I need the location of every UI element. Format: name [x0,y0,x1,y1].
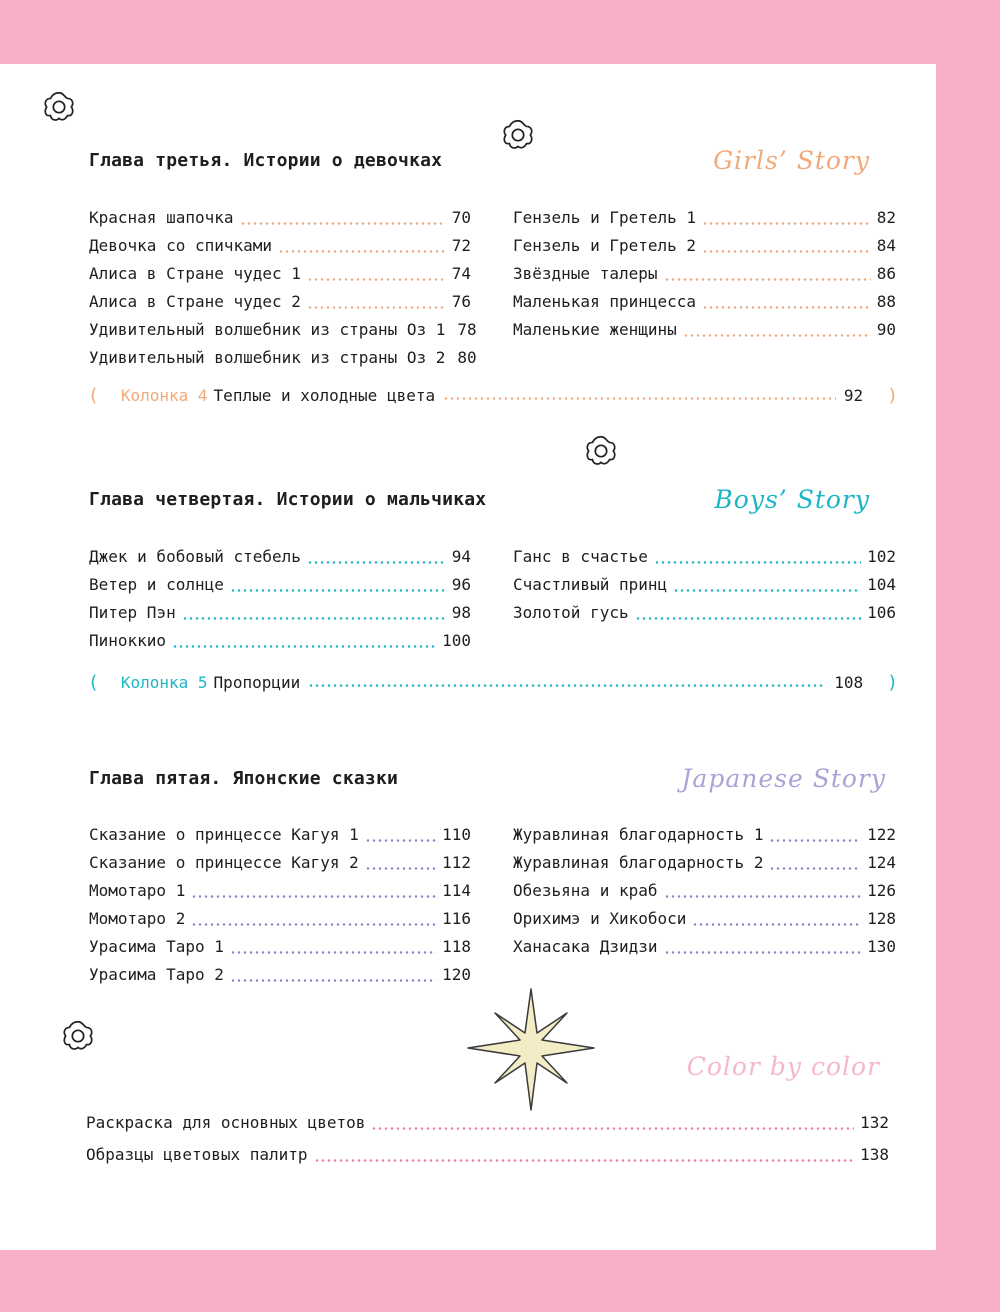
page-number: 118 [442,937,471,956]
dot-leader [683,334,871,337]
toc-entry[interactable] [513,292,896,316]
dot-leader [191,895,436,898]
paren-close: ) [887,672,898,693]
dot-leader [307,278,446,281]
dot-leader [365,867,436,870]
entry-title: Питер Пэн [89,603,176,622]
toc-entry[interactable] [513,547,896,571]
dot-leader [769,867,861,870]
toc-entry[interactable] [89,631,471,655]
entry-title: Гензель и Гретель 2 [513,236,697,255]
dot-leader [308,684,826,687]
dot-leader [673,589,861,592]
dot-leader [443,397,836,400]
dot-leader [230,589,446,592]
toc-entry[interactable] [89,292,471,316]
dot-leader [230,951,436,954]
toc-entry[interactable] [513,603,896,627]
toc-entry[interactable] [89,547,471,571]
entry-title: Журавлиная благодарность 1 [513,825,764,844]
page-number: 132 [860,1113,889,1132]
column-title: Пропорции [213,673,301,692]
dot-leader [240,222,446,225]
page-number: 108 [834,673,864,692]
page-number: 130 [867,937,896,956]
entry-title: Момотаро 2 [89,909,186,928]
page-number: 70 [451,208,471,227]
toc-entry[interactable] [89,825,471,849]
toc-entry[interactable] [513,825,896,849]
toc-entry[interactable] [86,1145,889,1169]
page-number: 110 [442,825,471,844]
page-number: 76 [451,292,471,311]
entry-title: Удивительный волшебник из страны Оз 2 [89,348,446,367]
toc-entry[interactable] [513,236,896,260]
page-number: 138 [860,1145,889,1164]
entry-title: Золотой гусь [513,603,629,622]
toc-entry[interactable] [513,208,896,232]
toc-entry[interactable] [89,575,471,599]
toc-entry[interactable] [89,909,471,933]
toc-entry[interactable] [89,853,471,877]
entry-title: Гензель и Гретель 1 [513,208,697,227]
dot-leader [365,839,436,842]
page-number: 106 [867,603,896,622]
dot-leader [664,951,862,954]
toc-entry[interactable] [89,264,471,288]
column-label: Колонка 5 [120,673,208,692]
dot-leader [307,561,446,564]
entry-title: Журавлиная благодарность 2 [513,853,764,872]
page-number: 120 [442,965,471,984]
dot-leader [702,250,871,253]
toc-entry[interactable] [513,909,896,933]
page-sheet [0,64,936,1250]
toc-entry[interactable] [89,965,471,989]
paren-open: ( [88,672,99,693]
page-number: 92 [843,386,864,405]
entry-title: Орихимэ и Хикобоси [513,909,687,928]
page-number: 122 [867,825,896,844]
entry-title: Раскраска для основных цветов [86,1113,366,1132]
toc-entry[interactable] [89,937,471,961]
dot-leader [230,979,436,982]
paren-close: ) [887,385,898,406]
entry-title: Ганс в счастье [513,547,648,566]
flower-doodle-icon [582,432,620,470]
girls-story-heading: Girls’ Story [713,146,870,175]
dot-leader [182,617,446,620]
page-number: 126 [867,881,896,900]
dot-leader [191,923,436,926]
dot-leader [314,1159,855,1162]
toc-entry[interactable] [513,575,896,599]
toc-entry[interactable] [89,881,471,905]
page-number: 98 [451,603,471,622]
entry-title: Маленькие женщины [513,320,677,339]
column-title: Теплые и холодные цвета [213,386,436,405]
entry-title: Ханасака Дзидзи [513,937,658,956]
dot-leader [635,617,862,620]
page-number: 72 [451,236,471,255]
page-number: 102 [867,547,896,566]
entry-title: Обезьяна и краб [513,881,658,900]
page-number: 78 [457,320,477,339]
paren-open: ( [88,385,99,406]
dot-leader [702,306,871,309]
entry-title: Алиса в Стране чудес 2 [89,292,301,311]
chapter5-title: Глава пятая. Японские сказки [89,768,399,789]
dot-leader [307,306,446,309]
page-number: 124 [867,853,896,872]
entry-title: Джек и бобовый стебель [89,547,301,566]
dot-leader [664,895,862,898]
entry-title: Звёздные талеры [513,264,658,283]
chapter4-title: Глава четвертая. Истории о мальчиках [89,489,487,510]
page-number: 90 [876,320,896,339]
entry-title: Красная шапочка [89,208,234,227]
toc-entry[interactable] [89,236,471,260]
entry-title: Удивительный волшебник из страны Оз 1 [89,320,446,339]
boys-story-heading: Boys’ Story [714,485,870,514]
page-number: 84 [876,236,896,255]
entry-title: Девочка со спичками [89,236,273,255]
entry-title: Алиса в Стране чудес 1 [89,264,301,283]
column4-entry[interactable] [88,385,898,406]
flower-doodle-icon [40,88,78,126]
entry-title: Момотаро 1 [89,881,186,900]
dot-leader [371,1127,854,1130]
page-number: 94 [451,547,471,566]
page-number: 100 [442,631,471,650]
entry-title: Сказание о принцессе Кагуя 2 [89,853,359,872]
entry-title: Счастливый принц [513,575,668,594]
toc-entry[interactable] [513,937,896,961]
column5-entry[interactable] [88,672,898,693]
entry-title: Образцы цветовых палитр [86,1145,308,1164]
toc-entry[interactable] [513,853,896,877]
dot-leader [172,645,436,648]
japanese-story-heading: Japanese Story [681,764,886,793]
toc-entry[interactable] [513,264,896,288]
color-by-color-heading: Color by color [686,1052,880,1081]
toc-entry[interactable] [89,208,471,232]
dot-leader [702,222,871,225]
dot-leader [664,278,871,281]
entry-title: Маленькая принцесса [513,292,697,311]
dot-leader [692,923,861,926]
dot-leader [654,561,861,564]
page-number: 104 [867,575,896,594]
entry-title: Урасима Таро 1 [89,937,224,956]
toc-entry[interactable] [89,348,477,372]
page-number: 96 [451,575,471,594]
page-number: 112 [442,853,471,872]
entry-title: Сказание о принцессе Кагуя 1 [89,825,359,844]
page-number: 128 [867,909,896,928]
toc-entry[interactable] [513,320,896,344]
toc-entry[interactable] [86,1113,889,1137]
page-number: 88 [876,292,896,311]
page-number: 82 [876,208,896,227]
entry-title: Урасима Таро 2 [89,965,224,984]
dot-leader [769,839,861,842]
entry-title: Ветер и солнце [89,575,224,594]
toc-entry[interactable] [513,881,896,905]
flower-doodle-icon [59,1017,97,1055]
dot-leader [278,250,446,253]
chapter3-title: Глава третья. Истории о девочках [89,150,443,171]
page-number: 116 [442,909,471,928]
page-number: 114 [442,881,471,900]
page-number: 86 [876,264,896,283]
page-number: 80 [457,348,477,367]
column-label: Колонка 4 [120,386,208,405]
page-number: 74 [451,264,471,283]
sparkle-star-icon [466,987,596,1112]
toc-entry[interactable] [89,320,477,344]
flower-doodle-icon [499,116,537,154]
entry-title: Пиноккио [89,631,167,650]
toc-entry[interactable] [89,603,471,627]
